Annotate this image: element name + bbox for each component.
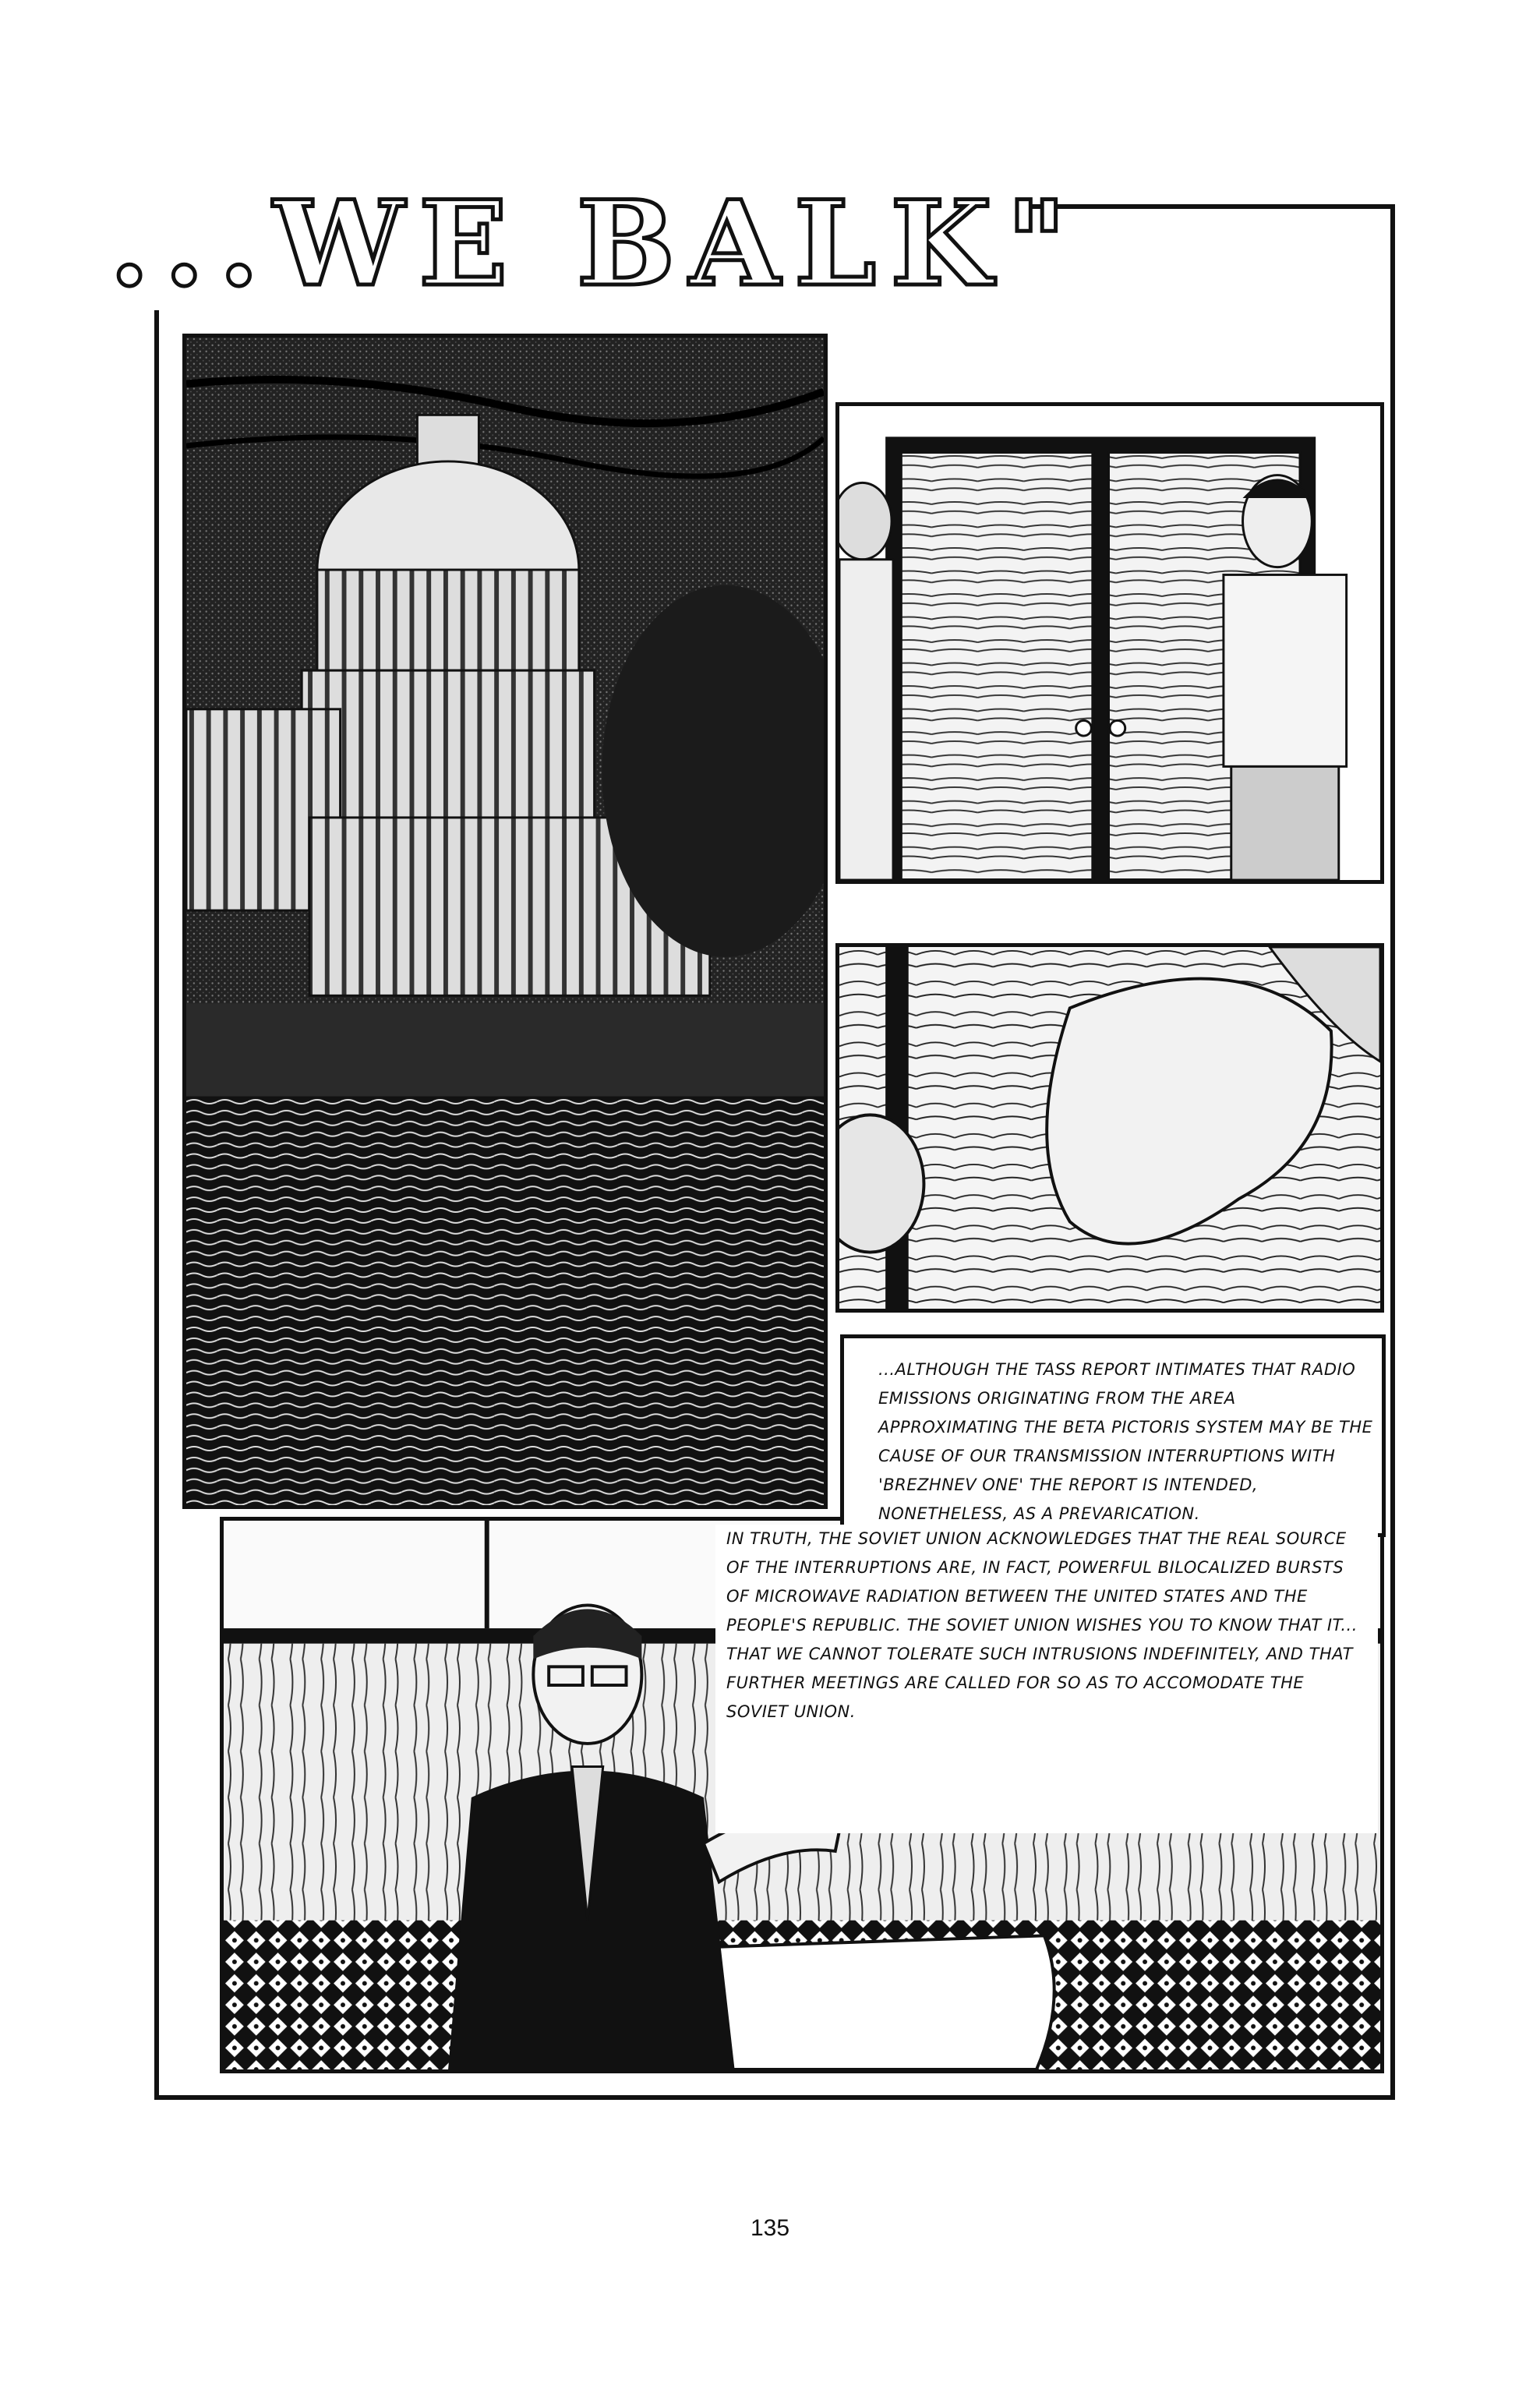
speech-balloon-text: IN TRUTH, THE SOVIET UNION ACKNOWLEDGES THAT THE REAL SOURCE OF THE INTERRUPTIONS ARE, IN FACT, POWERFUL BILOCALIZED BURSTS OF MICROWAVE RADIATION BETWEEN THE UNITED STATES AND THE PEOPLE'S REPUBLIC. THE SOVIET UNION WISHES YOU TO KNOW THAT IT... THAT WE CANNOT TOLERATE SUCH INTRUSIONS INDEFINITELY, AND THAT FURTHER MEETINGS ARE CALLED FOR SO AS TO ACCOMODATE THE SOVIET UNION. [726,1529,1358,1721]
narration-caption-box [840,1334,1386,1537]
speech-balloon [715,1525,1378,1833]
hand-illustration [839,947,1380,1309]
page-title: ...WE BALK" [109,175,1081,313]
doors-illustration [839,406,1380,880]
panel-capitol-building [182,334,828,1509]
capitol-illustration [186,338,824,1505]
page-number: 135 [750,2215,790,2241]
panel-hand-on-knob [835,943,1384,1313]
panel-guarded-doors [835,402,1384,884]
narration-caption-text: ...ALTHOUGH THE TASS REPORT INTIMATES THAT RADIO EMISSIONS ORIGINATING FROM THE AREA APPROXIMATING THE BETA PICTORIS SYSTEM MAY BE THE CAUSE OF OUR TRANSMISSION INTERRUPTIONS WITH 'BREZHNEV ONE' THE REPORT IS INTENDED, NONETHELESS, AS A PREVARICATION. [878,1360,1373,1523]
